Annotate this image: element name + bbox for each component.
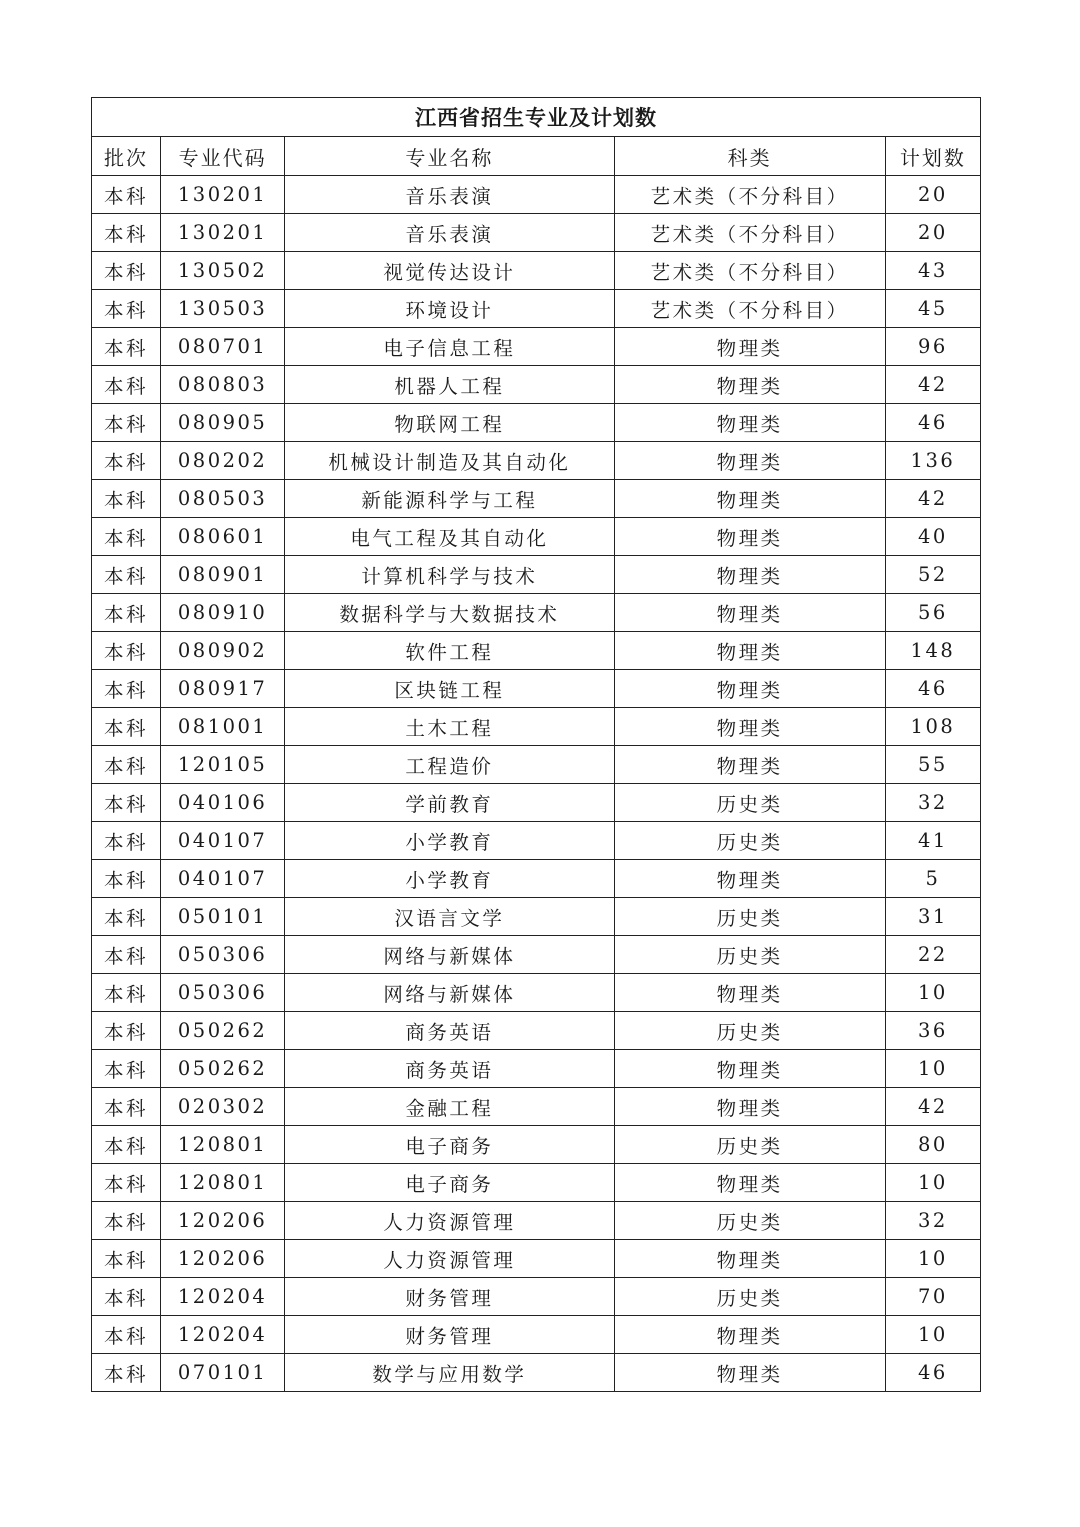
batch-cell: 本科 (92, 936, 161, 974)
plan-count-cell: 96 (885, 328, 980, 366)
major-code-cell: 050306 (161, 974, 285, 1012)
major-name-cell: 财务管理 (285, 1278, 614, 1316)
plan-count-cell: 32 (885, 784, 980, 822)
table-row (92, 1126, 981, 1164)
table-row (92, 176, 981, 214)
major-code-cell: 050101 (161, 898, 285, 936)
major-code-cell: 040107 (161, 822, 285, 860)
plan-count-cell: 31 (885, 898, 980, 936)
batch-cell: 本科 (92, 860, 161, 898)
enrollment-plan-table (91, 97, 981, 1392)
major-name-cell: 小学教育 (285, 822, 614, 860)
category-cell: 物理类 (614, 1316, 885, 1354)
category-cell: 物理类 (614, 974, 885, 1012)
major-name-cell: 人力资源管理 (285, 1240, 614, 1278)
plan-count-cell: 10 (885, 1316, 980, 1354)
category-cell: 物理类 (614, 404, 885, 442)
major-code-cell: 080803 (161, 366, 285, 404)
table-row (92, 594, 981, 632)
major-name-cell: 网络与新媒体 (285, 936, 614, 974)
major-code-cell: 080601 (161, 518, 285, 556)
batch-cell: 本科 (92, 746, 161, 784)
major-code-cell: 080902 (161, 632, 285, 670)
plan-count-cell: 108 (885, 708, 980, 746)
plan-count-cell: 36 (885, 1012, 980, 1050)
batch-cell: 本科 (92, 328, 161, 366)
table-row (92, 328, 981, 366)
major-name-cell: 金融工程 (285, 1088, 614, 1126)
table-row (92, 784, 981, 822)
plan-count-cell: 41 (885, 822, 980, 860)
category-cell: 物理类 (614, 1354, 885, 1392)
plan-count-cell: 136 (885, 442, 980, 480)
major-code-cell: 120801 (161, 1164, 285, 1202)
batch-cell: 本科 (92, 632, 161, 670)
major-code-cell: 070101 (161, 1354, 285, 1392)
batch-cell: 本科 (92, 1202, 161, 1240)
major-code-cell: 080910 (161, 594, 285, 632)
batch-cell: 本科 (92, 822, 161, 860)
major-name-cell: 区块链工程 (285, 670, 614, 708)
category-cell: 历史类 (614, 898, 885, 936)
major-name-cell: 计算机科学与技术 (285, 556, 614, 594)
table-row (92, 442, 981, 480)
batch-cell: 本科 (92, 366, 161, 404)
major-name-cell: 环境设计 (285, 290, 614, 328)
major-code-cell: 120801 (161, 1126, 285, 1164)
category-cell: 物理类 (614, 594, 885, 632)
major-name-cell: 软件工程 (285, 632, 614, 670)
major-code-cell: 080917 (161, 670, 285, 708)
batch-cell: 本科 (92, 1012, 161, 1050)
major-code-cell: 120206 (161, 1202, 285, 1240)
major-name-cell: 电子商务 (285, 1126, 614, 1164)
table-row (92, 1202, 981, 1240)
table-row (92, 746, 981, 784)
batch-cell: 本科 (92, 898, 161, 936)
table-row (92, 214, 981, 252)
category-cell: 历史类 (614, 1126, 885, 1164)
major-code-cell: 120206 (161, 1240, 285, 1278)
batch-cell: 本科 (92, 1088, 161, 1126)
plan-count-cell: 46 (885, 1354, 980, 1392)
major-name-cell: 音乐表演 (285, 176, 614, 214)
batch-cell: 本科 (92, 252, 161, 290)
table-row (92, 480, 981, 518)
plan-count-cell: 46 (885, 670, 980, 708)
table-row (92, 1278, 981, 1316)
major-code-cell: 040107 (161, 860, 285, 898)
major-name-cell: 新能源科学与工程 (285, 480, 614, 518)
plan-count-cell: 32 (885, 1202, 980, 1240)
plan-count-cell: 42 (885, 1088, 980, 1126)
table-row (92, 1354, 981, 1392)
category-cell: 物理类 (614, 518, 885, 556)
plan-count-cell: 80 (885, 1126, 980, 1164)
table-row (92, 1012, 981, 1050)
major-code-cell: 040106 (161, 784, 285, 822)
table-row (92, 1050, 981, 1088)
plan-count-cell: 20 (885, 176, 980, 214)
major-name-cell: 音乐表演 (285, 214, 614, 252)
table-row (92, 1088, 981, 1126)
plan-count-cell: 5 (885, 860, 980, 898)
table-row (92, 936, 981, 974)
category-cell: 物理类 (614, 746, 885, 784)
major-code-cell: 050262 (161, 1012, 285, 1050)
major-name-cell: 电子商务 (285, 1164, 614, 1202)
major-code-cell: 080503 (161, 480, 285, 518)
plan-count-cell: 56 (885, 594, 980, 632)
header-major-code: 专业代码 (161, 137, 285, 176)
batch-cell: 本科 (92, 404, 161, 442)
plan-count-cell: 42 (885, 480, 980, 518)
batch-cell: 本科 (92, 594, 161, 632)
batch-cell: 本科 (92, 290, 161, 328)
plan-count-cell: 70 (885, 1278, 980, 1316)
category-cell: 历史类 (614, 936, 885, 974)
plan-count-cell: 20 (885, 214, 980, 252)
major-name-cell: 网络与新媒体 (285, 974, 614, 1012)
header-plan-count: 计划数 (885, 137, 980, 176)
plan-count-cell: 52 (885, 556, 980, 594)
major-name-cell: 电子信息工程 (285, 328, 614, 366)
category-cell: 物理类 (614, 632, 885, 670)
category-cell: 历史类 (614, 1012, 885, 1050)
plan-count-cell: 45 (885, 290, 980, 328)
category-cell: 物理类 (614, 366, 885, 404)
batch-cell: 本科 (92, 442, 161, 480)
major-name-cell: 工程造价 (285, 746, 614, 784)
table-row (92, 290, 981, 328)
batch-cell: 本科 (92, 1278, 161, 1316)
plan-count-cell: 22 (885, 936, 980, 974)
category-cell: 物理类 (614, 860, 885, 898)
table-row (92, 1316, 981, 1354)
category-cell: 历史类 (614, 822, 885, 860)
category-cell: 物理类 (614, 1164, 885, 1202)
table-header-row (92, 137, 981, 176)
major-code-cell: 080905 (161, 404, 285, 442)
major-code-cell: 130503 (161, 290, 285, 328)
batch-cell: 本科 (92, 518, 161, 556)
batch-cell: 本科 (92, 214, 161, 252)
table-row (92, 860, 981, 898)
major-code-cell: 120105 (161, 746, 285, 784)
major-name-cell: 商务英语 (285, 1012, 614, 1050)
table-row (92, 822, 981, 860)
category-cell: 物理类 (614, 556, 885, 594)
batch-cell: 本科 (92, 1050, 161, 1088)
major-name-cell: 机器人工程 (285, 366, 614, 404)
major-code-cell: 120204 (161, 1316, 285, 1354)
batch-cell: 本科 (92, 1354, 161, 1392)
major-code-cell: 130502 (161, 252, 285, 290)
table-title-row (92, 98, 981, 137)
batch-cell: 本科 (92, 1316, 161, 1354)
table-row (92, 1240, 981, 1278)
category-cell: 艺术类（不分科目） (614, 214, 885, 252)
major-name-cell: 物联网工程 (285, 404, 614, 442)
category-cell: 历史类 (614, 1278, 885, 1316)
major-code-cell: 081001 (161, 708, 285, 746)
batch-cell: 本科 (92, 670, 161, 708)
category-cell: 艺术类（不分科目） (614, 176, 885, 214)
plan-count-cell: 42 (885, 366, 980, 404)
major-name-cell: 学前教育 (285, 784, 614, 822)
major-name-cell: 电气工程及其自动化 (285, 518, 614, 556)
plan-count-cell: 43 (885, 252, 980, 290)
category-cell: 物理类 (614, 1240, 885, 1278)
plan-count-cell: 10 (885, 1164, 980, 1202)
major-code-cell: 080701 (161, 328, 285, 366)
major-name-cell: 汉语言文学 (285, 898, 614, 936)
table-body (92, 176, 981, 1392)
plan-count-cell: 10 (885, 974, 980, 1012)
table-row (92, 518, 981, 556)
table-row (92, 1164, 981, 1202)
batch-cell: 本科 (92, 1164, 161, 1202)
category-cell: 历史类 (614, 1202, 885, 1240)
category-cell: 物理类 (614, 1050, 885, 1088)
header-batch: 批次 (92, 137, 161, 176)
plan-count-cell: 148 (885, 632, 980, 670)
table-row (92, 974, 981, 1012)
major-name-cell: 商务英语 (285, 1050, 614, 1088)
major-code-cell: 050306 (161, 936, 285, 974)
category-cell: 物理类 (614, 328, 885, 366)
table-title: 江西省招生专业及计划数 (92, 98, 981, 137)
major-code-cell: 120204 (161, 1278, 285, 1316)
major-name-cell: 土木工程 (285, 708, 614, 746)
batch-cell: 本科 (92, 1240, 161, 1278)
major-code-cell: 130201 (161, 176, 285, 214)
category-cell: 物理类 (614, 670, 885, 708)
major-code-cell: 130201 (161, 214, 285, 252)
batch-cell: 本科 (92, 974, 161, 1012)
header-category: 科类 (614, 137, 885, 176)
batch-cell: 本科 (92, 784, 161, 822)
table-row (92, 898, 981, 936)
table-row (92, 632, 981, 670)
category-cell: 物理类 (614, 442, 885, 480)
major-code-cell: 080202 (161, 442, 285, 480)
major-name-cell: 数据科学与大数据技术 (285, 594, 614, 632)
major-code-cell: 080901 (161, 556, 285, 594)
batch-cell: 本科 (92, 480, 161, 518)
major-name-cell: 财务管理 (285, 1316, 614, 1354)
category-cell: 艺术类（不分科目） (614, 252, 885, 290)
major-code-cell: 020302 (161, 1088, 285, 1126)
category-cell: 物理类 (614, 1088, 885, 1126)
category-cell: 物理类 (614, 708, 885, 746)
batch-cell: 本科 (92, 176, 161, 214)
header-major-name: 专业名称 (285, 137, 614, 176)
table-row (92, 556, 981, 594)
major-name-cell: 人力资源管理 (285, 1202, 614, 1240)
batch-cell: 本科 (92, 708, 161, 746)
category-cell: 艺术类（不分科目） (614, 290, 885, 328)
major-name-cell: 数学与应用数学 (285, 1354, 614, 1392)
table-row (92, 708, 981, 746)
plan-count-cell: 40 (885, 518, 980, 556)
major-code-cell: 050262 (161, 1050, 285, 1088)
plan-count-cell: 10 (885, 1240, 980, 1278)
table-row (92, 404, 981, 442)
plan-count-cell: 55 (885, 746, 980, 784)
category-cell: 历史类 (614, 784, 885, 822)
table-row (92, 252, 981, 290)
plan-count-cell: 10 (885, 1050, 980, 1088)
plan-count-cell: 46 (885, 404, 980, 442)
major-name-cell: 小学教育 (285, 860, 614, 898)
batch-cell: 本科 (92, 1126, 161, 1164)
major-name-cell: 机械设计制造及其自动化 (285, 442, 614, 480)
table-row (92, 366, 981, 404)
category-cell: 物理类 (614, 480, 885, 518)
table-row (92, 670, 981, 708)
major-name-cell: 视觉传达设计 (285, 252, 614, 290)
batch-cell: 本科 (92, 556, 161, 594)
